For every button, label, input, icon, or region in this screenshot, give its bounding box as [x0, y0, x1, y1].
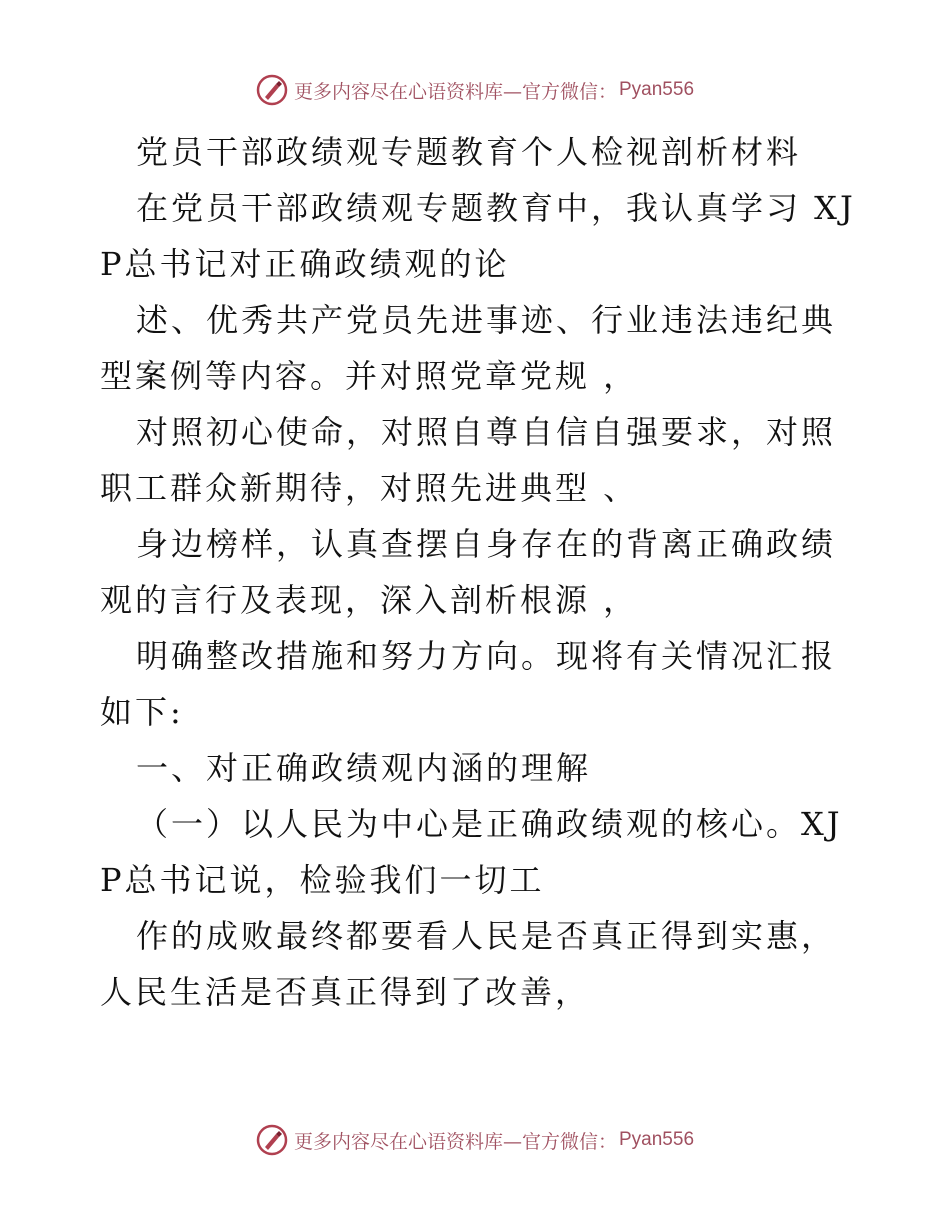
section-heading: 一、对正确政绩观内涵的理解 — [136, 749, 592, 787]
document-title: 党员干部政绩观专题教育个人检视剖析材料 — [136, 133, 802, 171]
watermark-text: 更多内容尽在心语资料库—官方微信： — [293, 1130, 617, 1153]
paragraph: 对照初心使命，对照自尊自信自强要求，对照职工群众新期待，对照先进典型 、 — [100, 413, 837, 507]
pen-logo-icon — [256, 74, 288, 106]
pen-logo-icon — [256, 1124, 288, 1156]
paragraph: 身边榜样，认真查摆自身存在的背离正确政绩观的言行及表现，深入剖析根源 ， — [100, 525, 837, 619]
watermark-text: 更多内容尽在心语资料库—官方微信： — [293, 80, 617, 103]
paragraph: 在党员干部政绩观专题教育中，我认真学习 XJP总书记对正确政绩观的论 — [100, 189, 856, 283]
footer-watermark — [0, 1120, 950, 1160]
watermark-handle: Pyan556 — [619, 79, 695, 100]
header-watermark — [0, 70, 950, 110]
paragraph: 述、优秀共产党员先进事迹、行业违法违纪典型案例等内容。并对照党章党规 ， — [100, 301, 837, 395]
paragraph: 作的成败最终都要看人民是否真正得到实惠，人民生活是否真正得到了改善， — [100, 917, 837, 1011]
watermark-handle: Pyan556 — [619, 1129, 695, 1150]
paragraph: 明确整改措施和努力方向。现将有关情况汇报如下: — [100, 637, 837, 731]
document-body — [100, 124, 860, 1020]
paragraph: （一）以人民为中心是正确政绩观的核心。XJP总书记说，检验我们一切工 — [100, 805, 843, 899]
